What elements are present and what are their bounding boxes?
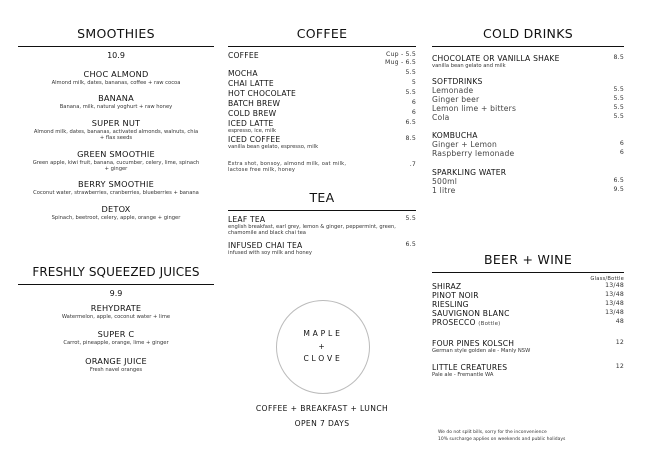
sparkling-group	[432, 168, 624, 195]
item-price: 6	[411, 99, 416, 106]
item-desc: Fresh navel oranges	[89, 366, 143, 373]
item-name: ORANGE JUICE	[85, 355, 147, 366]
item-name: 1 litre	[432, 186, 456, 196]
item-price: 6	[411, 109, 416, 116]
menu-item	[18, 93, 214, 110]
item-desc: Pale ale - Fremantle WA	[432, 372, 494, 379]
menu-item	[432, 186, 624, 195]
menu-item	[432, 177, 624, 186]
item-name: CHOCOLATE OR VANILLA SHAKE	[432, 54, 560, 63]
item-name: Lemonade	[432, 86, 474, 96]
logo-line: CLOVE	[303, 354, 343, 363]
menu-item	[228, 241, 416, 256]
smoothies-title: SMOOTHIES	[77, 26, 155, 41]
menu-item	[432, 318, 624, 327]
item-price: 8.5	[613, 54, 624, 61]
item-name: PINOT NOIR	[432, 291, 479, 300]
menu-item	[228, 109, 416, 118]
item-price: 13/48	[605, 282, 624, 289]
tea-section	[228, 190, 416, 256]
item-desc: Green apple, kiwi fruit, banana, cucumber, celery, lime, spinach + ginger	[32, 159, 200, 173]
softdrinks-group	[432, 77, 624, 122]
beer-wine-section	[432, 252, 624, 379]
item-price: 5.5	[613, 113, 624, 121]
menu-item	[432, 300, 624, 309]
item-desc: Almond milk, dates, bananas, coffee + raw cocoa	[51, 80, 181, 86]
item-name: MOCHA	[228, 69, 258, 78]
group-heading: SOFTDRINKS	[432, 77, 483, 87]
item-desc: english breakfast, earl grey, lemon & ginger, peppermint, green, chamomile and black chai tea	[228, 224, 396, 237]
item-name: CHAI LATTE	[228, 79, 274, 88]
menu-item	[432, 54, 624, 69]
menu-item	[432, 149, 624, 158]
item-name: INFUSED CHAI TEA	[228, 240, 303, 250]
item-price: 13/48	[605, 300, 624, 307]
item-price: 6	[619, 140, 624, 148]
item-price: 5.5	[405, 69, 416, 76]
item-price: 5.5	[613, 95, 624, 103]
menu-item	[432, 309, 624, 318]
divider	[432, 272, 624, 273]
item-desc: German style golden ale - Manly NSW	[432, 348, 531, 354]
item-name: HOT CHOCOLATE	[228, 89, 297, 98]
item-name: COLD BREW	[228, 109, 277, 118]
item-name: COFFEE	[228, 51, 259, 60]
footer-line: We do not split bills, sorry for the inconvenience	[438, 430, 547, 435]
logo-line: +	[318, 342, 328, 351]
menu-item	[228, 51, 416, 66]
logo-line: MAPLE	[303, 329, 343, 338]
item-name: SUPER NUT	[91, 117, 141, 128]
item-price: 8.5	[405, 135, 416, 143]
menu-item	[432, 363, 624, 378]
juices-price: 9.9	[109, 289, 123, 298]
group-heading: SPARKLING WATER	[432, 168, 507, 178]
kombucha-group	[432, 131, 624, 158]
item-name: DETOX	[101, 203, 131, 214]
item-name: ICED COFFEE	[228, 135, 281, 145]
item-name: ICED LATTE	[228, 119, 274, 128]
item-desc: espresso, ice, milk	[228, 128, 276, 134]
item-price: 6.5	[405, 119, 416, 126]
item-name: BERRY SMOOTHIE	[78, 179, 154, 190]
item-name: SHIRAZ	[432, 282, 462, 291]
footer-note	[438, 430, 565, 443]
menu-item	[432, 291, 624, 300]
item-price: 12	[615, 339, 624, 346]
glass-bottle-header: Glass/Bottle	[590, 276, 624, 282]
item-price: 6	[619, 149, 624, 157]
mug-price: Mug - 6.5	[385, 58, 416, 66]
juices-section	[18, 265, 214, 373]
item-price: 6.5	[405, 240, 416, 248]
item-price	[385, 51, 416, 66]
footer-line: 10% surcharge applies on weekends and public holidays	[438, 436, 566, 442]
item-name: BANANA	[98, 93, 134, 104]
item-name: SUPER C	[97, 329, 135, 340]
item-name: LEAF TEA	[228, 215, 266, 224]
maple-clove-logo	[276, 300, 370, 394]
item-price: 5.5	[613, 104, 624, 112]
item-name: Lemon lime + bitters	[432, 104, 517, 114]
menu-item	[228, 69, 416, 78]
menu-item	[18, 118, 214, 142]
cold-drinks-title: COLD DRINKS	[483, 26, 573, 41]
menu-item	[18, 69, 214, 86]
menu-item	[432, 140, 624, 149]
menu-item	[18, 329, 214, 346]
menu-item	[18, 149, 214, 173]
group-heading: KOMBUCHA	[432, 131, 478, 141]
item-name: RIESLING	[432, 300, 469, 309]
item-price: 5	[411, 79, 416, 86]
menu-item	[432, 95, 624, 104]
menu-item	[18, 179, 214, 196]
extras-row	[228, 161, 416, 174]
item-price: 5.5	[613, 86, 624, 94]
menu-item	[228, 89, 416, 98]
item-note: (Bottle)	[478, 321, 501, 327]
cold-drinks-section	[432, 26, 624, 195]
item-name: 500ml	[432, 177, 458, 187]
item-name: LITTLE CREATURES	[432, 363, 508, 373]
item-name: FOUR PINES KOLSCH	[432, 339, 515, 348]
divider	[18, 284, 214, 285]
item-price: 12	[615, 363, 624, 371]
divider	[18, 46, 214, 47]
item-desc: Almond milk, dates, bananas, activated almonds, walnuts, chia + flax seeds	[33, 128, 199, 142]
menu-item	[228, 79, 416, 88]
item-desc: Carrot, pineapple, orange, lime + ginger	[63, 340, 169, 347]
item-name: Ginger beer	[432, 95, 480, 105]
item-desc: Coconut water, strawberries, cranberries, blueberries + banana	[33, 190, 199, 197]
divider	[228, 46, 416, 47]
menu-item	[432, 86, 624, 95]
cup-price: Cup - 5.5	[386, 51, 416, 58]
item-price: 48	[615, 318, 624, 325]
item-name: Ginger + Lemon	[432, 140, 498, 150]
tea-title: TEA	[309, 190, 335, 205]
smoothies-price: 10.9	[107, 51, 125, 60]
item-name: GREEN SMOOTHIE	[77, 148, 155, 159]
item-desc: vanilla bean gelato and milk	[432, 63, 506, 69]
item-name: REHYDRATE	[90, 303, 142, 313]
coffee-title: COFFEE	[296, 26, 348, 41]
menu-item	[18, 204, 214, 221]
extras-price: .7	[409, 160, 416, 168]
menu-item	[228, 119, 416, 134]
item-price: 6.5	[613, 177, 624, 185]
item-desc: Banana, milk, natural yoghurt + raw honey	[59, 104, 173, 111]
menu-item	[432, 282, 624, 291]
item-name: PROSECCO	[432, 318, 476, 327]
beer-wine-title: BEER + WINE	[483, 252, 573, 267]
item-desc: Watermelon, apple, coconut water + lime	[61, 314, 171, 320]
menu-item	[228, 135, 416, 150]
item-price: 13/48	[605, 291, 624, 298]
menu-item	[18, 356, 214, 373]
item-name: SAUVIGNON BLANC	[432, 309, 510, 318]
opening-hours: OPEN 7 DAYS	[294, 419, 350, 428]
smoothies-section	[18, 26, 214, 221]
menu-item	[18, 303, 214, 320]
item-price: 9.5	[613, 186, 624, 194]
juices-title: FRESHLY SQUEEZED JUICES	[32, 265, 200, 279]
menu-item	[432, 104, 624, 113]
menu-item	[228, 215, 416, 237]
item-name: Cola	[432, 113, 450, 123]
divider	[228, 210, 416, 211]
menu-item	[228, 99, 416, 108]
menu-item	[432, 113, 624, 122]
item-price: 13/48	[605, 309, 624, 316]
item-name: Raspberry lemonade	[432, 149, 515, 159]
extras-text: Extra shot, bonsoy, almond milk, oat milk, lactose free milk, honey	[228, 160, 347, 173]
tagline: COFFEE + BREAKFAST + LUNCH	[255, 404, 389, 413]
item-price: 5.5	[405, 215, 416, 222]
item-desc: Spinach, beetroot, celery, apple, orange + ginger	[51, 214, 181, 221]
menu-item	[432, 339, 624, 354]
item-price: 5.5	[405, 89, 416, 96]
divider	[432, 46, 624, 47]
coffee-section	[228, 26, 416, 173]
item-name: BATCH BREW	[228, 99, 281, 108]
item-name: CHOC ALMOND	[83, 69, 149, 79]
item-desc: vanilla bean gelato, espresso, milk	[228, 144, 319, 151]
item-desc: infused with soy milk and honey	[228, 249, 312, 256]
